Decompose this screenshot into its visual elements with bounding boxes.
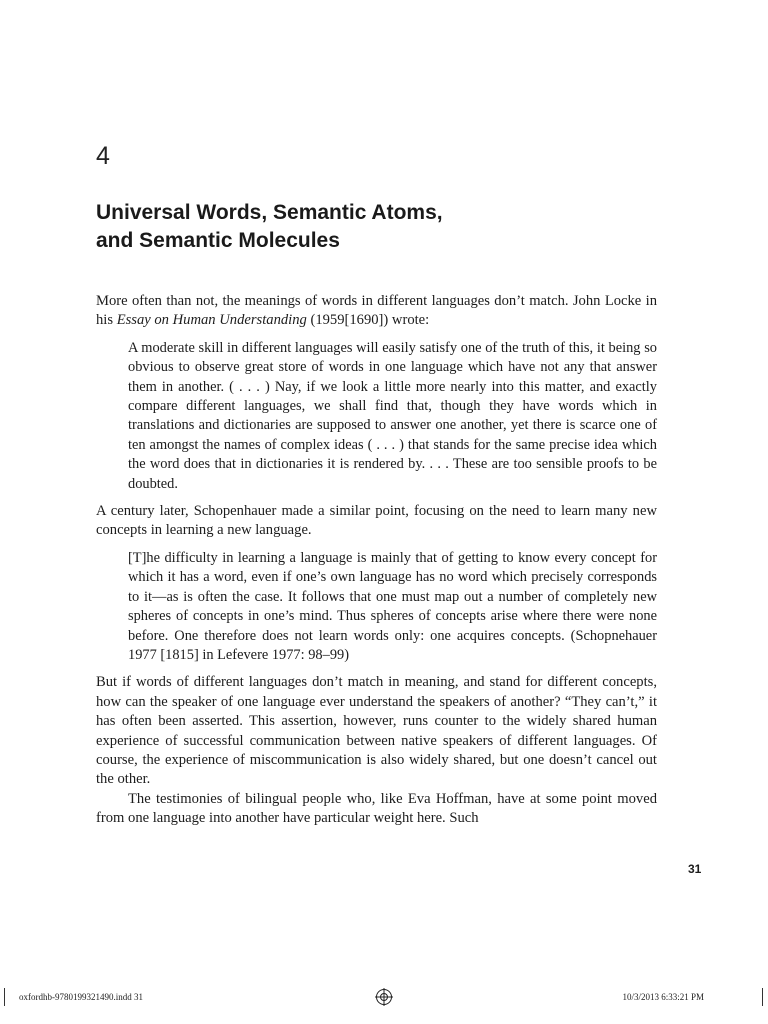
crop-mark-left <box>4 988 5 1006</box>
book-title: Essay on Human Understanding <box>116 312 307 329</box>
intro-text: More often than not, the meanings of words in different languages don’t match. John Locke in his <box>96 293 657 329</box>
paragraph-bilingual: The testimonies of bilingual people who, like Eva Hoffman, have at some point moved from one language into another have particular weight here. Such <box>96 790 657 827</box>
chapter-title-line-2: and Semantic Molecules <box>96 229 340 252</box>
paragraph-intro <box>96 292 657 331</box>
chapter-title-line-1: Universal Words, Semantic Atoms, <box>96 201 443 224</box>
print-footer <box>0 988 768 1006</box>
page-number: 31 <box>688 862 702 876</box>
intro-text-end: (1959[1690]) wrote: <box>306 312 430 329</box>
body-text <box>96 292 657 829</box>
schopenhauer-quote: [T]he difficulty in learning a language is mainly that of getting to know every concept for which it has a word, even if one’s own language has no word which precisely corresponds to it—as is often the case. It follows that one must map out a number of completely new spheres of concepts in one’s mind. Thus spheres of concepts arise where there were none before. One therefore does not learn words only: one acquires concepts. (Schopnehauer 1977 [1815] in Lefevere 1977: 98–99) <box>128 549 657 663</box>
chapter-title <box>96 199 656 255</box>
paragraph-mismatch: But if words of different languages don’t match in meaning, and stand for different concepts, how can the speaker of one language ever understand the speakers of another? “They can’t,” it has often been asserted. This assertion, however, runs counter to the widely shared human experience of successful communication between native speakers of different languages. Of course, the experience of miscommunication is also widely shared, but one doesn’t cancel out the other. <box>96 674 657 788</box>
registration-mark-icon <box>375 988 393 1006</box>
crop-mark-right <box>762 988 763 1006</box>
locke-quote: A moderate skill in different languages will easily satisfy one of the truth of this, it being so obvious to observe great store of words in one language which have not any that answer them in another. ( . . . ) Nay, if we look a little more nearly into this matter, and exactly compare different languages, we shall find that, though they have words which in translations and dictionaries are supposed to answer one another, yet there is scarce one of ten amongst the names of complex ideas ( . . . ) that stands for the same precise idea which the word does that in dictionaries it is rendered by. . . . These are too sensible proofs to be doubted. <box>128 339 657 492</box>
chapter-number: 4 <box>96 142 110 170</box>
paragraph-schopenhauer: A century later, Schopenhauer made a similar point, focusing on the need to learn many new concepts in learning a new language. <box>96 503 657 539</box>
footer-filename: oxfordhb-9780199321490.indd 31 <box>19 992 143 1002</box>
footer-datetime: 10/3/2013 6:33:21 PM <box>622 992 704 1002</box>
